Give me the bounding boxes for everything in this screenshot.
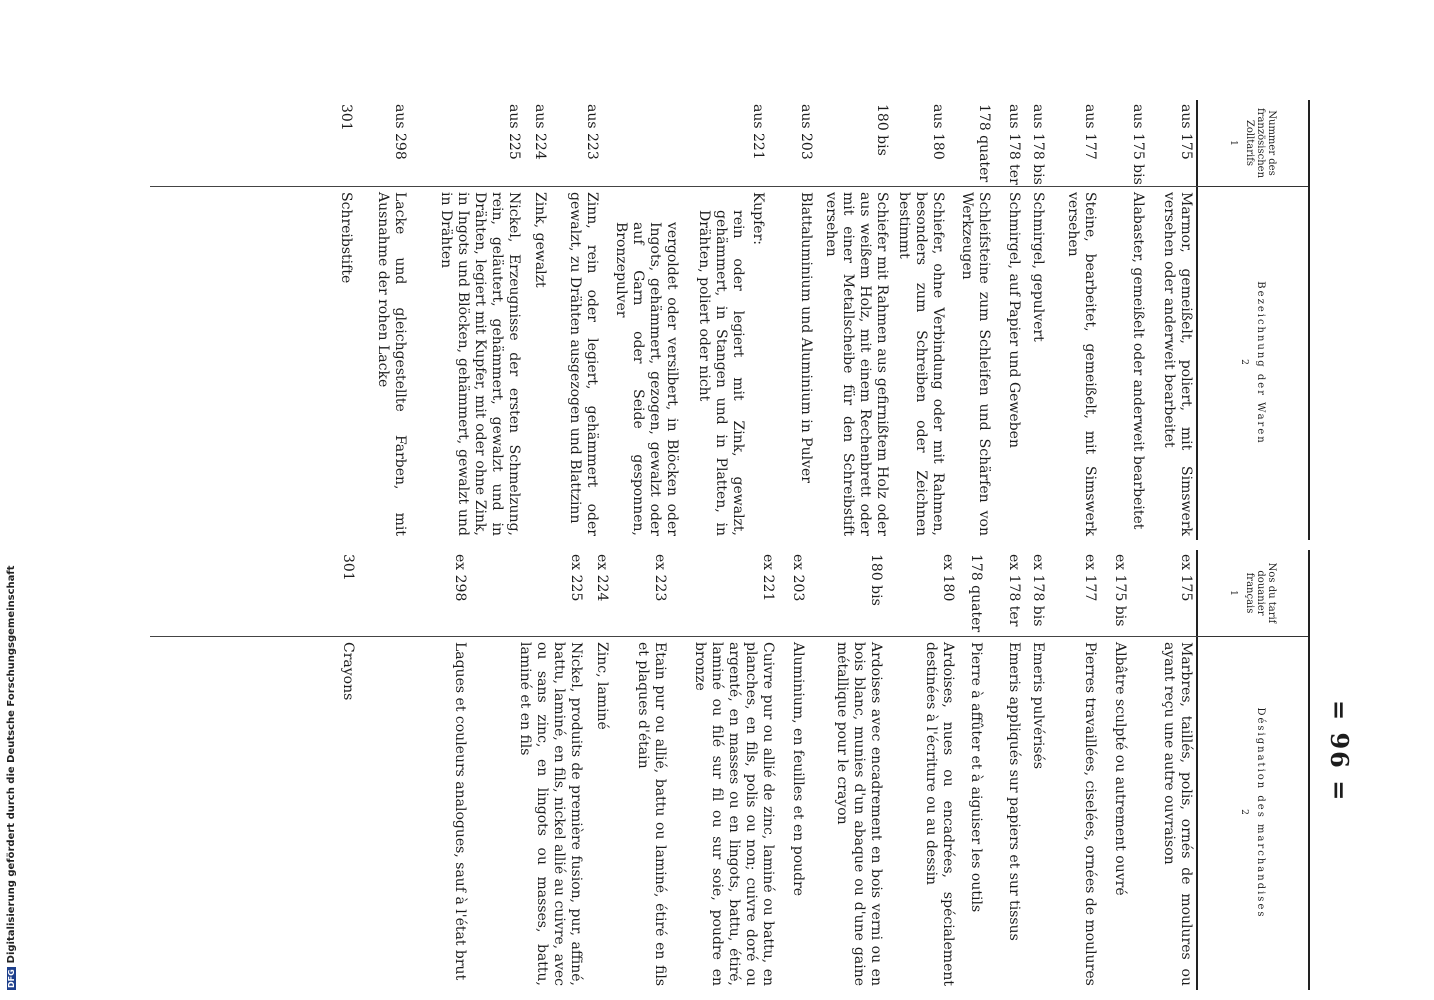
tariff-number: 178 quater	[976, 104, 992, 183]
goods-description: Blattaluminium und Aluminium in Pulver	[798, 192, 814, 483]
goods-description: Emeris pulvérisés	[1030, 642, 1046, 770]
tariff-number: aus 203	[798, 104, 814, 160]
page-number: = 96 =	[1325, 700, 1354, 803]
footer-text: Digitalisierung gefördert durch die Deutsche Forschungsgemeinschaft	[6, 565, 17, 964]
german-header-col2-number: 2	[1239, 359, 1250, 367]
goods-description: Schiefer, ohne Verbindung oder mit Rahmen, besonders zum Schreiben oder Zeichnen bestimmt	[896, 192, 946, 536]
tariff-number: aus 178 ter	[1006, 104, 1022, 185]
tariff-number: ex 175 bis	[1112, 554, 1128, 627]
tariff-number: aus 225	[506, 104, 522, 160]
german-header-col1-label: Nummer des französischen Zolltarifs	[1244, 107, 1278, 179]
tariff-number: 180 bis	[874, 104, 890, 156]
goods-description: Cuivre pur ou allié de zinc, laminé ou battu, en planches, en fils, polis ou non; cuivre doré ou argenté, en masses ou en lingots, battu, étiré, laminé ou filé sur fil ou sur soie, poudre en bronze	[692, 642, 776, 986]
tariff-number: ex 178 ter	[1006, 554, 1022, 627]
goods-description: Kupfer:	[750, 192, 766, 246]
goods-description: Albâtre sculpté ou autrement ouvré	[1112, 642, 1128, 896]
german-table	[150, 100, 1310, 540]
german-header	[1196, 100, 1310, 540]
dfg-logo: DFG	[7, 969, 16, 988]
goods-description: Schiefer mit Rahmen aus gefirnißtem Holz oder aus weißem Holz, mit einem Rechenbrett oder mit einer Metallscheibe für den Schreibstift versehen	[823, 192, 890, 536]
goods-description: Alabaster, gemeißelt oder anderweit bearbeitet	[1130, 192, 1146, 530]
goods-description: Pierre à affûter et à aiguiser les outils	[968, 642, 984, 913]
goods-description: Aluminium, en feuilles et en poudre	[790, 642, 806, 897]
french-table	[150, 550, 1310, 990]
goods-description: Ardoises avec encadrement en bois verni ou en bois blanc, munies d'un abaque ou d'une gaine métallique pour le crayon	[834, 642, 884, 986]
german-header-col1	[1198, 100, 1308, 187]
goods-description: Etain pur ou allié, battu ou laminé, étiré en fils et plaques d'étain	[635, 642, 668, 986]
goods-description: Crayons	[340, 642, 356, 701]
tariff-number: 180 bis	[868, 554, 884, 606]
goods-description: Schreibstifte	[338, 192, 354, 284]
goods-description: rein oder legiert mit Zink, gewalzt, gehämmert, in Stangen und in Platten, in Drähten, poliert oder nicht	[696, 210, 746, 536]
goods-description: Lacke und gleichgestellte Farben, mit Ausnahme der rohen Lacke	[375, 192, 408, 536]
tariff-number: aus 178 bis	[1030, 104, 1046, 185]
goods-description: Zinc, laminé	[594, 642, 610, 730]
tariff-number: aus 298	[392, 104, 408, 160]
tariff-number: aus 180	[930, 104, 946, 160]
tariff-number: aus 175	[1178, 104, 1194, 160]
tariff-number: ex 178 bis	[1030, 554, 1046, 627]
tariff-number: 301	[340, 554, 356, 581]
tariff-number: 178 quater	[968, 554, 984, 633]
tariff-number: ex 180	[940, 554, 956, 602]
goods-description: Marmor, gemeißelt, poliert, mit Simswerk versehen oder anderweit bearbeitet	[1161, 192, 1194, 536]
tariff-number: ex 298	[452, 554, 468, 602]
french-header	[1196, 550, 1310, 990]
goods-description: Schmirgel, auf Papier und Geweben	[1006, 192, 1022, 448]
german-header-col2	[1198, 186, 1308, 540]
french-header-col1-label: Nos du tarif douanier français	[1244, 562, 1278, 624]
goods-description: Schleifsteine zum Schleifen und Schärfen von Werkzeugen	[959, 192, 992, 536]
goods-description: vergoldet oder versilbert, in Blöcken oder Ingots, gehämmert, gezogen, gewalzt oder auf Garn oder Seide gesponnen, Bronzepulver	[613, 222, 680, 536]
goods-description: Pierres travaillées, ciselées, ornées de moulures	[1082, 642, 1098, 986]
goods-description: Schmirgel, gepulvert	[1030, 192, 1046, 342]
german-header-col2-label: Bezeichnung der Waren	[1255, 281, 1267, 445]
goods-description: Nickel, produits de première fusion, pur, affiné, battu, laminé, en fils, nickel allié au cuivre, avec ou sans zinc, en lingots ou masses, battu, laminé et en fils	[517, 642, 584, 986]
tariff-number: ex 177	[1082, 554, 1098, 602]
tariff-number: ex 203	[790, 554, 806, 602]
tariff-number: ex 223	[652, 554, 668, 602]
goods-description: Ardoises, nues ou encadrées, spécialement destinées à l'écriture ou au dessin	[923, 642, 956, 986]
tariff-number: ex 224	[594, 554, 610, 602]
french-header-col2-number: 2	[1239, 809, 1250, 817]
tariff-number: aus 224	[532, 104, 548, 160]
goods-description: Nickel, Erzeugnisse der ersten Schmelzung, rein, geläutert, gehämmert, gewalzt und in Drähten, legiert mit Kupfer, mit oder ohne Zink, in Ingots und Blöcken, gehämmert, gewalzt und in Drähten	[438, 192, 522, 536]
goods-description: Steine, bearbeitet, gemeißelt, mit Simswerk versehen	[1065, 192, 1098, 536]
tariff-number: ex 175	[1178, 554, 1194, 602]
french-header-col1	[1198, 550, 1308, 637]
french-rows	[150, 550, 1198, 990]
goods-description: Zinn, rein oder legiert, gehämmert oder gewalzt, zu Drähten ausgezogen und Blattzinn	[567, 192, 600, 536]
french-header-col2	[1198, 636, 1308, 990]
tariff-number: ex 225	[568, 554, 584, 602]
tariff-number: aus 223	[584, 104, 600, 160]
tariff-table-rotated	[150, 100, 1354, 990]
german-header-col1-number: 1	[1228, 140, 1239, 146]
goods-description: Zink, gewalzt	[532, 192, 548, 288]
tariff-number: ex 221	[760, 554, 776, 602]
tariff-number: aus 175 bis	[1130, 104, 1146, 185]
footer-credit	[6, 565, 17, 990]
french-header-col1-number: 1	[1228, 590, 1239, 596]
goods-description: Marbres, taillés, polis, ornés de moulures ou ayant reçu une autre ouvraison	[1161, 642, 1194, 986]
goods-description: Laques et couleurs analogues, sauf à l'état brut	[452, 642, 468, 981]
french-header-col2-label: Désignation des marchandises	[1255, 707, 1267, 919]
goods-description: Emeris appliqués sur papiers et sur tissus	[1006, 642, 1022, 941]
tariff-number: aus 177	[1082, 104, 1098, 160]
tariff-number: aus 221	[750, 104, 766, 160]
german-rows	[150, 100, 1198, 540]
tariff-number: 301	[338, 104, 354, 131]
